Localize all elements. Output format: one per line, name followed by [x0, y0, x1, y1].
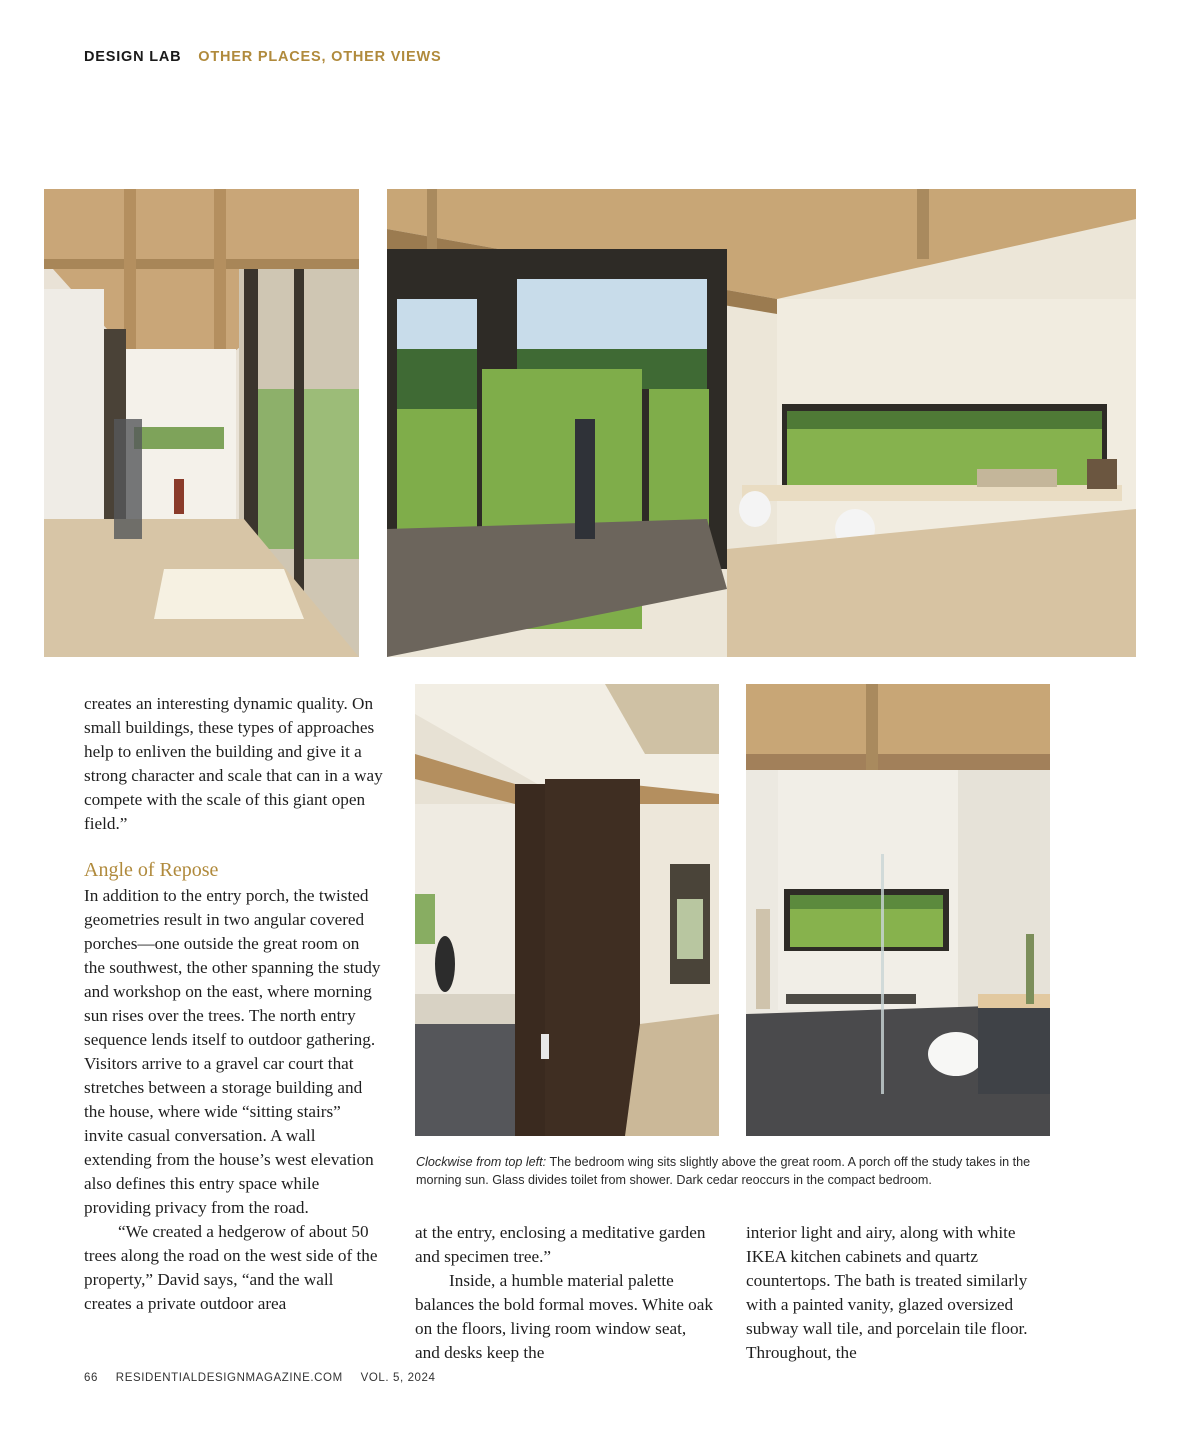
page-number: 66 [84, 1372, 98, 1384]
text-column-middle [415, 1221, 715, 1365]
footer-volume: VOL. 5, 2024 [360, 1372, 436, 1384]
body-paragraph: creates an interesting dynamic quality. On small buildings, these types of approaches help to enliven the building and give it a strong character and scale that can in a way compete with the scale of this giant open field.” [84, 694, 383, 833]
caption-lead: Clockwise from top left: [416, 1155, 547, 1169]
body-paragraph: at the entry, enclosing a meditative garden and specimen tree.” [415, 1223, 706, 1266]
section-label: DESIGN LAB [84, 49, 182, 65]
caption-text: The bedroom wing sits slightly above the great room. A porch off the study takes in the morning sun. Glass divides toilet from shower. Dark cedar reoccurs in the compact bedroom. [416, 1155, 1031, 1187]
text-column-left [84, 692, 384, 1316]
page-footer [84, 1372, 450, 1384]
running-header [84, 49, 441, 65]
photo-hallway [44, 189, 359, 657]
body-paragraph: “We created a hedgerow of about 50 trees along the road on the west side of the property,” David says, “and the wall creates a private outdoor area [84, 1222, 378, 1313]
subhead: Angle of Repose [84, 859, 219, 881]
footer-site: RESIDENTIALDESIGNMAGAZINE.COM [115, 1372, 343, 1384]
text-column-right [746, 1221, 1046, 1365]
photo-caption [416, 1153, 1056, 1189]
section-kicker: OTHER PLACES, OTHER VIEWS [198, 49, 442, 65]
photo-bathroom [746, 684, 1050, 1136]
body-paragraph: In addition to the entry porch, the twisted geometries result in two angular covered porches—one outside the great room on the southwest, the other spanning the study and workshop on the east, where morning sun rises over the trees. The north entry sequence lends itself to outdoor gathering. Visitors arrive to a gravel car court that stretches between a storage building and the house, where wide “sitting stairs” invite casual conversation. A wall extending from the house’s west elevation also defines this entry space while providing privacy from the road. [84, 886, 381, 1217]
body-paragraph: interior light and airy, along with white IKEA kitchen cabinets and quartz countertops. The bath is treated similarly with a painted vanity, glazed oversized subway wall tile, and porcelain tile floor. Throughout, the [746, 1223, 1028, 1362]
photo-compact-bedroom [415, 684, 719, 1136]
photo-study-porch [387, 189, 1136, 657]
body-paragraph: Inside, a humble material palette balances the bold formal moves. White oak on the floors, living room window seat, and desks keep the [415, 1271, 713, 1362]
